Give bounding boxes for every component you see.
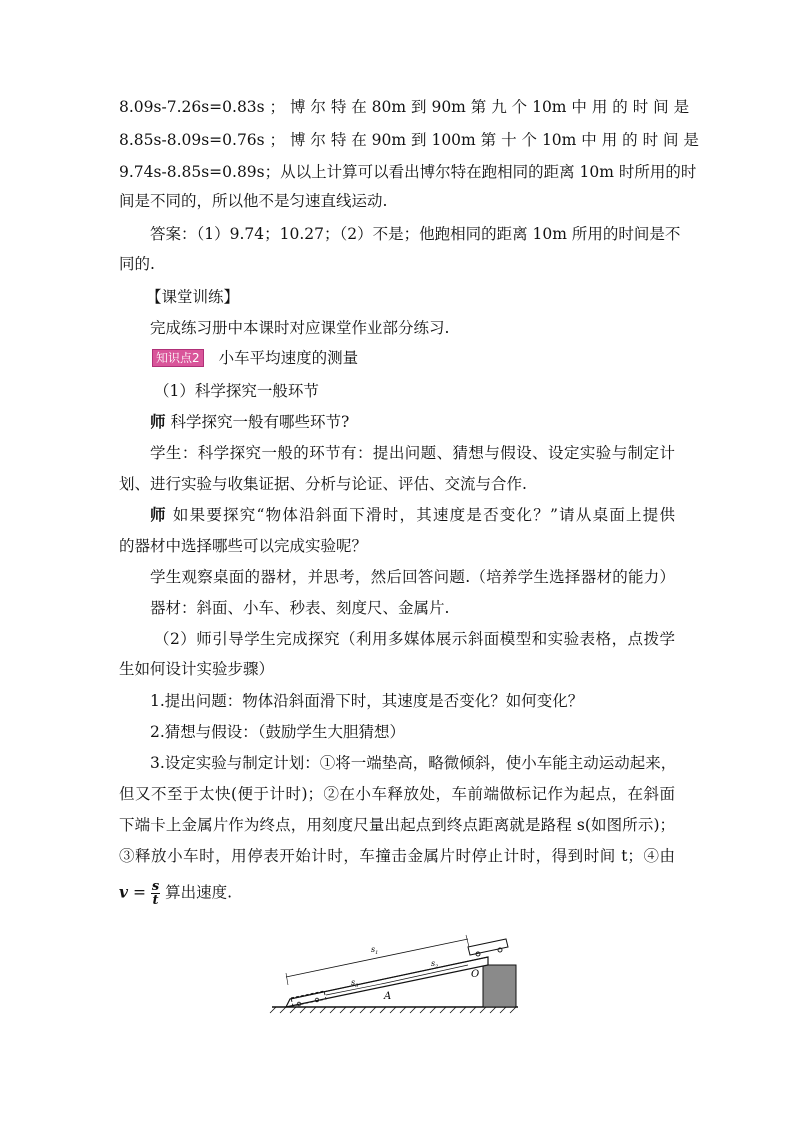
step-3-line-2: 但又不至于太快(便于计时)；②在小车释放处，车前端做标记作为起点，在斜面 bbox=[119, 785, 675, 803]
student-answer-line-1: 学生：科学探究一般的环节有：提出问题、猜想与假设、设定实验与制定计 bbox=[150, 444, 675, 462]
step-3-line-4: ③释放小车时，用停表开始计时，车撞击金属片时停止计时，得到时间 t；④由 bbox=[119, 847, 675, 865]
answer-line-end: 同的. bbox=[119, 255, 155, 273]
teacher-question-2-text: 如果要探究“物体沿斜面下滑时，其速度是否变化？”请从桌面上提供 bbox=[166, 506, 675, 524]
teacher-question-2 bbox=[150, 505, 675, 525]
text-line-1: 8.09s-7.26s=0.83s ； 博 尔 特 在 80m 到 90m 第 九 个 10m 中 用 的 时 间 是 bbox=[119, 98, 690, 116]
incline-figure bbox=[266, 925, 528, 1017]
student-observe-line: 学生观察桌面的器材，并思考，然后回答问题.（培养学生选择器材的能力） bbox=[150, 568, 675, 586]
subheading-inquiry-steps: （1）科学探究一般环节 bbox=[154, 382, 319, 400]
formula-text: 算出速度. bbox=[165, 883, 233, 902]
knowledge-point-badge: 知识点2 bbox=[152, 349, 204, 367]
equipment-line: 器材：斜面、小车、秒表、刻度尺、金属片. bbox=[150, 599, 450, 617]
formula-equals: = bbox=[132, 883, 146, 902]
label-s1: $s_1$ bbox=[371, 945, 379, 956]
step-3-line-1: 3.设定实验与制定计划：①将一端垫高，略微倾斜，使小车能主动运动起来， bbox=[150, 754, 677, 772]
guide-line-1: （2）师引导学生完成探究（利用多媒体展示斜面模型和实验表格，点拨学 bbox=[154, 630, 675, 648]
step-1-line: 1.提出问题：物体沿斜面滑下时，其速度是否变化？如何变化？ bbox=[150, 692, 584, 710]
formula-numerator: s bbox=[151, 879, 160, 894]
guide-line-2: 生如何设计实验步骤） bbox=[119, 660, 275, 678]
speed-formula bbox=[119, 880, 232, 907]
teacher-question-1 bbox=[150, 412, 349, 432]
text-line-4: 间是不同的，所以他不是匀速直线运动. bbox=[119, 192, 388, 210]
teacher-label: 师 bbox=[150, 412, 166, 431]
formula-v: v bbox=[119, 882, 129, 902]
text-line-practice: 完成练习册中本课时对应课堂作业部分练习. bbox=[150, 319, 450, 337]
support-block bbox=[483, 965, 516, 1007]
label-O: O bbox=[471, 969, 480, 980]
formula-fraction bbox=[151, 880, 160, 907]
answer-line: 答案：（1）9.74；10.27；（2）不是；他跑相同的距离 10m 所用的时间是不 bbox=[150, 225, 681, 243]
formula-denominator: t bbox=[152, 893, 159, 908]
step-2-line: 2.猜想与假设：（鼓励学生大胆猜想） bbox=[150, 723, 406, 741]
label-s2: $s_2$ bbox=[431, 959, 439, 970]
text-line-3: 9.74s-8.85s=0.89s；从以上计算可以看出博尔特在跑相同的距离 10m 时所用的时 bbox=[119, 163, 697, 181]
teacher-question-2-end: 的器材中选择哪些可以完成实验呢？ bbox=[119, 537, 368, 555]
step-3-line-3: 下端卡上金属片作为终点，用刻度尺量出起点到终点距离就是路程 s(如图所示)； bbox=[119, 816, 675, 834]
text-line-2: 8.85s-8.09s=0.76s ； 博 尔 特 在 90m 到 100m 第 十 个 10m 中 用 的 时 间 是 bbox=[119, 131, 699, 149]
label-s3: $s_3$ bbox=[351, 978, 359, 989]
student-answer-line-2: 划、进行实验与收集证据、分析与论证、评估、交流与合作. bbox=[119, 475, 527, 493]
teacher-label: 师 bbox=[150, 505, 167, 524]
teacher-question-1-text: 科学探究一般有哪些环节? bbox=[165, 413, 350, 431]
knowledge-point-row bbox=[152, 348, 358, 368]
knowledge-point-title: 小车平均速度的测量 bbox=[218, 349, 359, 367]
section-heading-classroom-training: 【课堂训练】 bbox=[146, 288, 240, 306]
ground-hatching bbox=[270, 1007, 516, 1013]
label-A: A bbox=[384, 991, 392, 1002]
cart-top bbox=[468, 939, 508, 956]
